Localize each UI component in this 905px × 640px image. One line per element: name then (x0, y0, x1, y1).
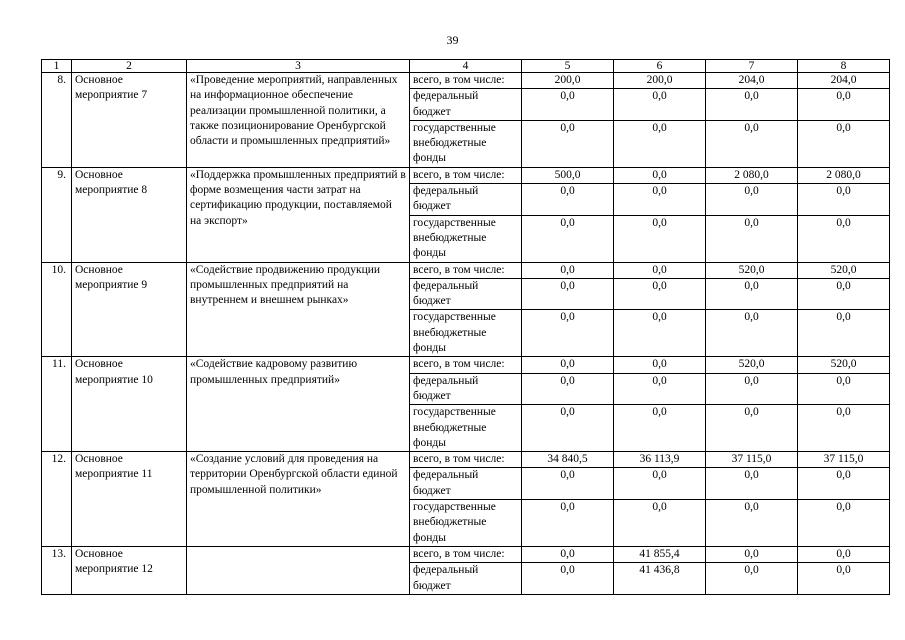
header-row (42, 60, 890, 73)
amount-cell: 0,0 (614, 357, 706, 373)
amount-cell: 0,0 (614, 262, 706, 278)
amount-cell: 0,0 (706, 373, 798, 405)
funding-source: всего, в том числе: (410, 452, 522, 468)
amount-cell: 0,0 (706, 278, 798, 310)
funding-source: всего, в том числе: (410, 546, 522, 562)
amount-cell: 0,0 (706, 89, 798, 121)
funding-source: всего, в том числе: (410, 357, 522, 373)
amount-cell: 0,0 (798, 278, 890, 310)
funding-source: федеральный бюджет (410, 184, 522, 216)
amount-cell: 0,0 (614, 215, 706, 262)
header-cell: 6 (614, 60, 706, 73)
amount-cell: 204,0 (798, 73, 890, 89)
table-row (42, 167, 890, 183)
amount-cell: 0,0 (614, 184, 706, 216)
table-row (42, 262, 890, 278)
funding-source: федеральный бюджет (410, 468, 522, 500)
amount-cell: 2 080,0 (706, 167, 798, 183)
amount-cell: 2 080,0 (798, 167, 890, 183)
activity-description (187, 546, 410, 594)
amount-cell: 0,0 (614, 167, 706, 183)
amount-cell: 0,0 (798, 89, 890, 121)
amount-cell: 37 115,0 (798, 452, 890, 468)
activity-description: «Содействие кадровому развитию промышленных предприятий» (187, 357, 410, 452)
amount-cell: 520,0 (798, 262, 890, 278)
amount-cell: 0,0 (706, 184, 798, 216)
row-number: 9. (42, 167, 72, 262)
funding-source: федеральный бюджет (410, 563, 522, 595)
amount-cell: 520,0 (798, 357, 890, 373)
amount-cell: 0,0 (522, 500, 614, 547)
amount-cell: 0,0 (614, 373, 706, 405)
amount-cell: 0,0 (798, 310, 890, 357)
amount-cell: 0,0 (798, 215, 890, 262)
funding-source: государственные внебюджетные фонды (410, 500, 522, 547)
activity-name: Основное мероприятие 8 (72, 167, 187, 262)
funding-source: федеральный бюджет (410, 89, 522, 121)
amount-cell: 0,0 (706, 500, 798, 547)
activity-description: «Поддержка промышленных предприятий в форме возмещения части затрат на сертификацию продукции, поставляемой на экспорт» (187, 167, 410, 262)
amount-cell: 0,0 (614, 89, 706, 121)
page-number: 39 (446, 33, 459, 47)
funding-source: государственные внебюджетные фонды (410, 120, 522, 167)
header-cell: 4 (410, 60, 522, 73)
row-number: 10. (42, 262, 72, 357)
amount-cell: 37 115,0 (706, 452, 798, 468)
amount-cell: 0,0 (522, 405, 614, 452)
activity-name: Основное мероприятие 12 (72, 546, 187, 594)
amount-cell: 204,0 (706, 73, 798, 89)
amount-cell: 0,0 (614, 500, 706, 547)
amount-cell: 0,0 (522, 546, 614, 562)
amount-cell: 0,0 (798, 373, 890, 405)
amount-cell: 0,0 (522, 310, 614, 357)
funding-source: федеральный бюджет (410, 278, 522, 310)
funding-source: федеральный бюджет (410, 373, 522, 405)
amount-cell: 0,0 (706, 120, 798, 167)
amount-cell: 0,0 (706, 405, 798, 452)
row-number: 13. (42, 546, 72, 594)
table-row (42, 452, 890, 468)
funding-source: государственные внебюджетные фонды (410, 310, 522, 357)
amount-cell: 0,0 (798, 405, 890, 452)
amount-cell: 0,0 (614, 120, 706, 167)
row-number: 8. (42, 73, 72, 168)
amount-cell: 200,0 (522, 73, 614, 89)
amount-cell: 200,0 (614, 73, 706, 89)
amount-cell: 0,0 (614, 278, 706, 310)
amount-cell: 0,0 (614, 468, 706, 500)
header-cell: 7 (706, 60, 798, 73)
table-row (42, 546, 890, 562)
amount-cell: 520,0 (706, 357, 798, 373)
amount-cell: 0,0 (522, 373, 614, 405)
header-cell: 3 (187, 60, 410, 73)
activity-description: «Создание условий для проведения на территории Оренбургской области единой промышленной политики» (187, 452, 410, 547)
table-row (42, 73, 890, 89)
amount-cell: 0,0 (798, 546, 890, 562)
amount-cell: 0,0 (798, 563, 890, 595)
amount-cell: 41 855,4 (614, 546, 706, 562)
amount-cell: 500,0 (522, 167, 614, 183)
amount-cell: 34 840,5 (522, 452, 614, 468)
amount-cell: 0,0 (522, 468, 614, 500)
table-row (42, 357, 890, 373)
amount-cell: 0,0 (522, 184, 614, 216)
activity-description: «Содействие продвижению продукции промышленных предприятий на внутреннем и внешнем рынках» (187, 262, 410, 357)
header-cell: 8 (798, 60, 890, 73)
header-cell: 2 (72, 60, 187, 73)
funding-source: всего, в том числе: (410, 73, 522, 89)
amount-cell: 0,0 (522, 278, 614, 310)
row-number: 11. (42, 357, 72, 452)
amount-cell: 520,0 (706, 262, 798, 278)
amount-cell: 36 113,9 (614, 452, 706, 468)
amount-cell: 0,0 (522, 563, 614, 595)
amount-cell: 0,0 (522, 215, 614, 262)
activity-description: «Проведение мероприятий, направленных на информационное обеспечение реализации промышленной политики, а также позиционирование Оренбургской области и промышленных предприятий» (187, 73, 410, 168)
amount-cell: 0,0 (798, 468, 890, 500)
row-number: 12. (42, 452, 72, 547)
activity-name: Основное мероприятие 11 (72, 452, 187, 547)
amount-cell: 0,0 (614, 405, 706, 452)
header-cell: 1 (42, 60, 72, 73)
amount-cell: 41 436,8 (614, 563, 706, 595)
amount-cell: 0,0 (706, 563, 798, 595)
amount-cell: 0,0 (614, 310, 706, 357)
amount-cell: 0,0 (798, 500, 890, 547)
amount-cell: 0,0 (706, 468, 798, 500)
amount-cell: 0,0 (522, 89, 614, 121)
amount-cell: 0,0 (522, 120, 614, 167)
amount-cell: 0,0 (522, 262, 614, 278)
activity-name: Основное мероприятие 10 (72, 357, 187, 452)
header-cell: 5 (522, 60, 614, 73)
activity-name: Основное мероприятие 7 (72, 73, 187, 168)
amount-cell: 0,0 (798, 120, 890, 167)
funding-source: всего, в том числе: (410, 167, 522, 183)
budget-table (41, 59, 890, 595)
amount-cell: 0,0 (798, 184, 890, 216)
amount-cell: 0,0 (706, 546, 798, 562)
amount-cell: 0,0 (706, 215, 798, 262)
funding-source: всего, в том числе: (410, 262, 522, 278)
amount-cell: 0,0 (522, 357, 614, 373)
funding-source: государственные внебюджетные фонды (410, 405, 522, 452)
activity-name: Основное мероприятие 9 (72, 262, 187, 357)
funding-source: государственные внебюджетные фонды (410, 215, 522, 262)
amount-cell: 0,0 (706, 310, 798, 357)
